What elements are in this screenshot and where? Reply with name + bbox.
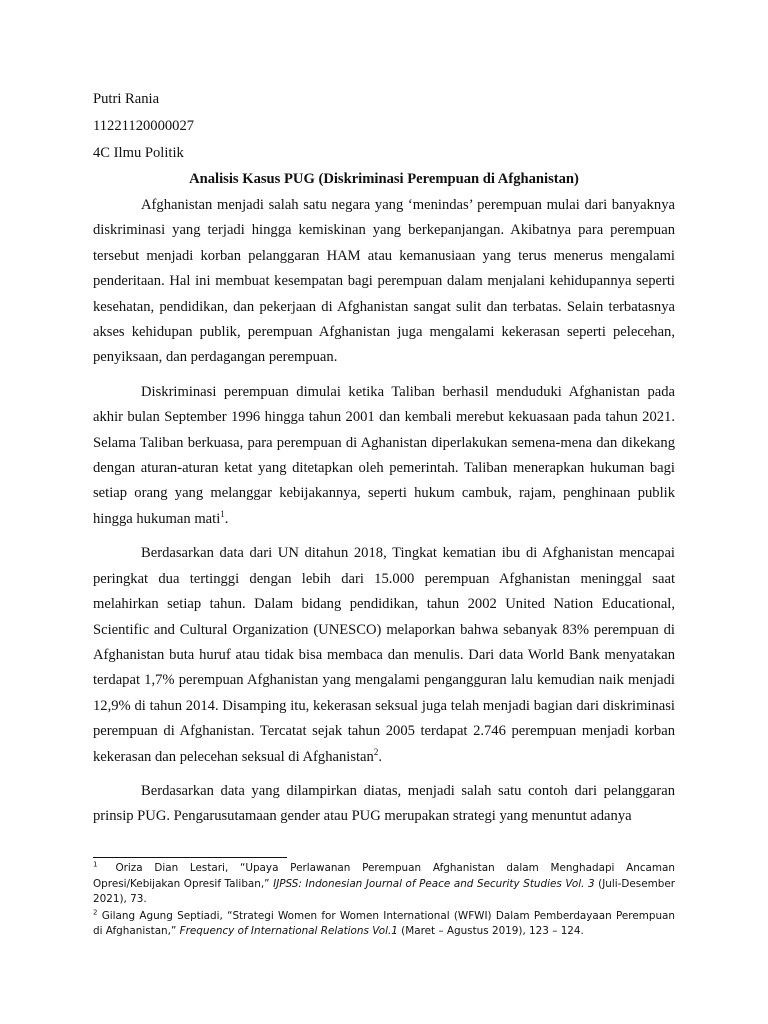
paragraph-4 xyxy=(93,779,675,830)
document-body xyxy=(93,86,675,830)
footnote-separator xyxy=(93,857,287,858)
footnote-1-number: 1 xyxy=(93,860,98,869)
paragraph-3-text: Berdasarkan data dari UN ditahun 2018, Tingkat kematian ibu di Afghanistan mencapai peringkat dua tertinggi dengan lebih dari 15.000 perempuan Afghanistan meninggal saat melahirkan setiap tahun. Dalam bidang pendidikan, tahun 2002 United Nation Educational, Scientific and Cultural Organization (UNESCO) melaporkan bahwa sebanyak 83% perempuan di Afghanistan buta huruf atau tidak bisa membaca dan menulis. Dari data World Bank menyatakan terdapat 1,7% perempuan Afghanistan yang mengalami pengangguran lalu kemudian naik menjadi 12,9% di tahun 2014. Disamping itu, kekerasan seksual juga telah menjadi bagian dari diskriminasi perempuan di Afghanistan. Tercatat sejak tahun 2005 terdapat 2.746 perempuan menjadi korban kekerasan dan pelecehan seksual di Afghanistan xyxy=(93,545,675,765)
footnote-1 xyxy=(93,861,675,908)
paragraph-1 xyxy=(93,193,675,371)
footnote-1-journal: IJPSS: Indonesian Journal of Peace and Security Studies Vol. 3 xyxy=(273,877,595,890)
footnote-2-number: 2 xyxy=(93,908,98,917)
paragraph-2-text: Diskriminasi perempuan dimulai ketika Taliban berhasil menduduki Afghanistan pada akhir bulan September 1996 hingga tahun 2001 dan kembali merebut kekuasaan pada tahun 2021. Selama Taliban berkuasa, para perempuan di Aghanistan diperlakukan semena-mena dan dikekang dengan aturan-aturan ketat yang ditetapkan oleh pemerintah. Taliban menerapkan hukuman bagi setiap orang yang melanggar kebijakannya, seperti hukum cambuk, rajam, penghinaan publik hingga hukuman mati xyxy=(93,383,675,527)
footnote-1-details: (Juli-Desember 2021), 73. xyxy=(93,877,675,905)
student-id: 11221120000027 xyxy=(93,118,195,134)
class-name: 4C Ilmu Politik xyxy=(93,145,184,161)
footnote-2-journal: Frequency of International Relations Vol.1 xyxy=(179,925,398,937)
footnote-ref-2[interactable]: 2 xyxy=(373,746,379,757)
author-name: Putri Rania xyxy=(93,91,160,107)
footnotes xyxy=(93,861,675,941)
footnote-ref-1[interactable]: 1 xyxy=(220,509,225,520)
footnote-2-details: (Maret – Agustus 2019), 123 – 124. xyxy=(397,925,584,937)
paragraph-4-text: Berdasarkan data yang dilampirkan diatas, menjadi salah satu contoh dari pelanggaran prinsip PUG. Pengarusutamaan gender atau PUG merupakan strategi yang menuntut adanya xyxy=(93,782,675,825)
footnote-1-text: Oriza Dian Lestari, “Upaya Perlawanan Perempuan Afghanistan dalam Menghadapi Ancaman Opresi/Kebijakan Opresif Taliban,” xyxy=(93,862,675,890)
paragraph-2: Diskriminasi perempuan dimulai ketika Taliban berhasil menduduki Afghanistan pada akhir bulan September 1996 hingga tahun 2001 dan kembali merebut kekuasaan pada tahun 2021. Selama Taliban berkuasa, para perempuan di Aghanistan diperlakukan semena-mena dan dikekang dengan aturan-aturan ketat yang ditetapkan oleh pemerintah. Taliban menerapkan hukuman bagi setiap orang yang melanggar kebijakannya, seperti hukum cambuk, rajam, penghinaan publik hingga hukuman mati$^1$. xyxy=(93,383,675,527)
footnote-2 xyxy=(93,909,675,940)
paragraph-3: Berdasarkan data dari UN ditahun 2018, Tingkat kematian ibu di Afghanistan mencapai peringkat dua tertinggi dengan lebih dari 15.000 perempuan Afghanistan meninggal saat melahirkan setiap tahun. Dalam bidang pendidikan, tahun 2002 United Nation Educational, Scientific and Cultural Organization (UNESCO) melaporkan bahwa sebanyak 83% perempuan di Afghanistan buta huruf atau tidak bisa membaca dan menulis. Dari data World Bank menyatakan terdapat 1,7% perempuan Afghanistan yang mengalami pengangguran lalu kemudian naik menjadi 12,9% di tahun 2014. Disamping itu, kekerasan seksual juga telah menjadi bagian dari diskriminasi perempuan di Afghanistan. Tercatat sejak tahun 2005 terdapat 2.746 perempuan menjadi korban kekerasan dan pelecehan seksual di Afghanistan$^2$. xyxy=(93,545,675,765)
paragraph-1-text: Afghanistan menjadi salah satu negara yang ‘menindas’ perempuan mulai dari banyaknya diskriminasi yang terjadi hingga kemiskinan yang berkepanjangan. Akibatnya para perempuan tersebut menjadi korban pelanggaran HAM atau kemanusiaan yang terus menerus mengalami penderitaan. Hal ini membuat kesempatan bagi perempuan dalam menjalani kehidupannya seperti kesehatan, pendidikan, dan pekerjaan di Afghanistan sangat sulit dan terbatas. Selain terbatasnya akses kehidupan publik, perempuan Afghanistan juga mengalami kekerasan seperti pelecehan, penyiksaan, dan perdagangan perempuan. xyxy=(93,197,675,366)
document-title: Analisis Kasus PUG (Diskriminasi Perempuan di Afghanistan) xyxy=(189,171,579,187)
footnote-2-text: Gilang Agung Septiadi, “Strategi Women for Women International (WFWI) Dalam Pemberdayaan Perempuan di Afghanistan,” xyxy=(93,909,675,937)
